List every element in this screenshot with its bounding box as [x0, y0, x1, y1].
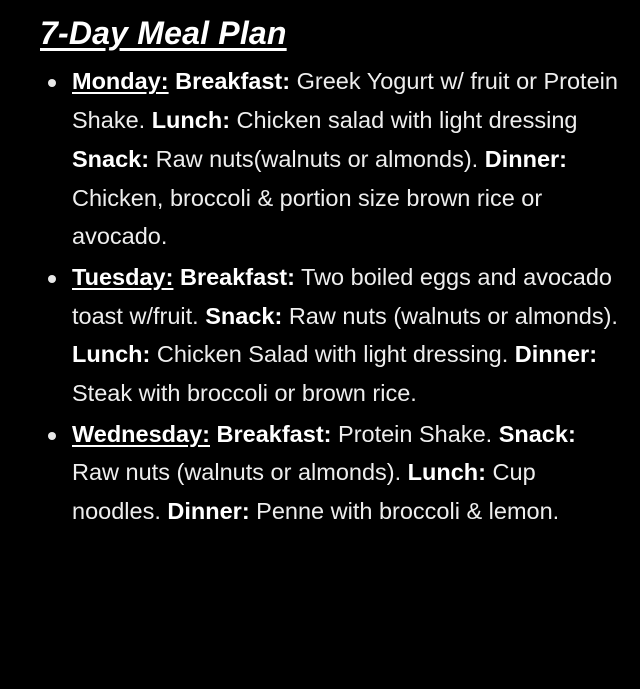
meal-label: Lunch: [407, 459, 486, 486]
meal-label: Dinner: [484, 145, 567, 172]
meal-text: Chicken Salad with light dressing. [150, 341, 509, 368]
meal-label: Breakfast: [216, 420, 332, 447]
meal-label: Snack: [498, 420, 576, 447]
list-item [18, 258, 622, 413]
meal-text: Chicken, broccoli & portion size brown rice or avocado. [72, 184, 543, 250]
meal-text: Raw nuts(walnuts or almonds). [149, 145, 479, 172]
meal-label: Snack: [72, 145, 150, 172]
meal-text: Protein Shake. [331, 420, 493, 447]
page-title: 7-Day Meal Plan [40, 15, 287, 51]
meal-label: Dinner: [514, 341, 598, 368]
meal-text: Penne with broccoli & lemon. [249, 498, 560, 525]
day-label: Tuesday: [72, 263, 174, 290]
meal-label: Breakfast: [179, 263, 295, 290]
day-label: Wednesday: [72, 420, 210, 447]
meal-label: Snack: [205, 302, 283, 329]
meal-text: Greek Yogurt w/ fruit or Protein Shake. [72, 68, 618, 134]
meal-text: Cup noodles. [72, 459, 536, 525]
meal-text: Steak with broccoli or brown rice. [72, 380, 417, 407]
meal-text: Raw nuts (walnuts or almonds). [72, 459, 402, 486]
meal-label: Breakfast: [175, 68, 291, 95]
list-item [18, 62, 622, 256]
meal-plan-list [18, 62, 622, 530]
list-item [18, 415, 622, 531]
meal-text: Chicken salad with light dressing [230, 107, 578, 134]
meal-label: Lunch: [151, 107, 231, 134]
meal-label: Dinner: [167, 498, 250, 525]
meal-label: Lunch: [72, 341, 151, 368]
meal-text: Two boiled eggs and avocado toast w/fruit. [72, 263, 612, 329]
day-label: Monday: [72, 68, 169, 95]
meal-text: Raw nuts (walnuts or almonds). [282, 302, 618, 329]
